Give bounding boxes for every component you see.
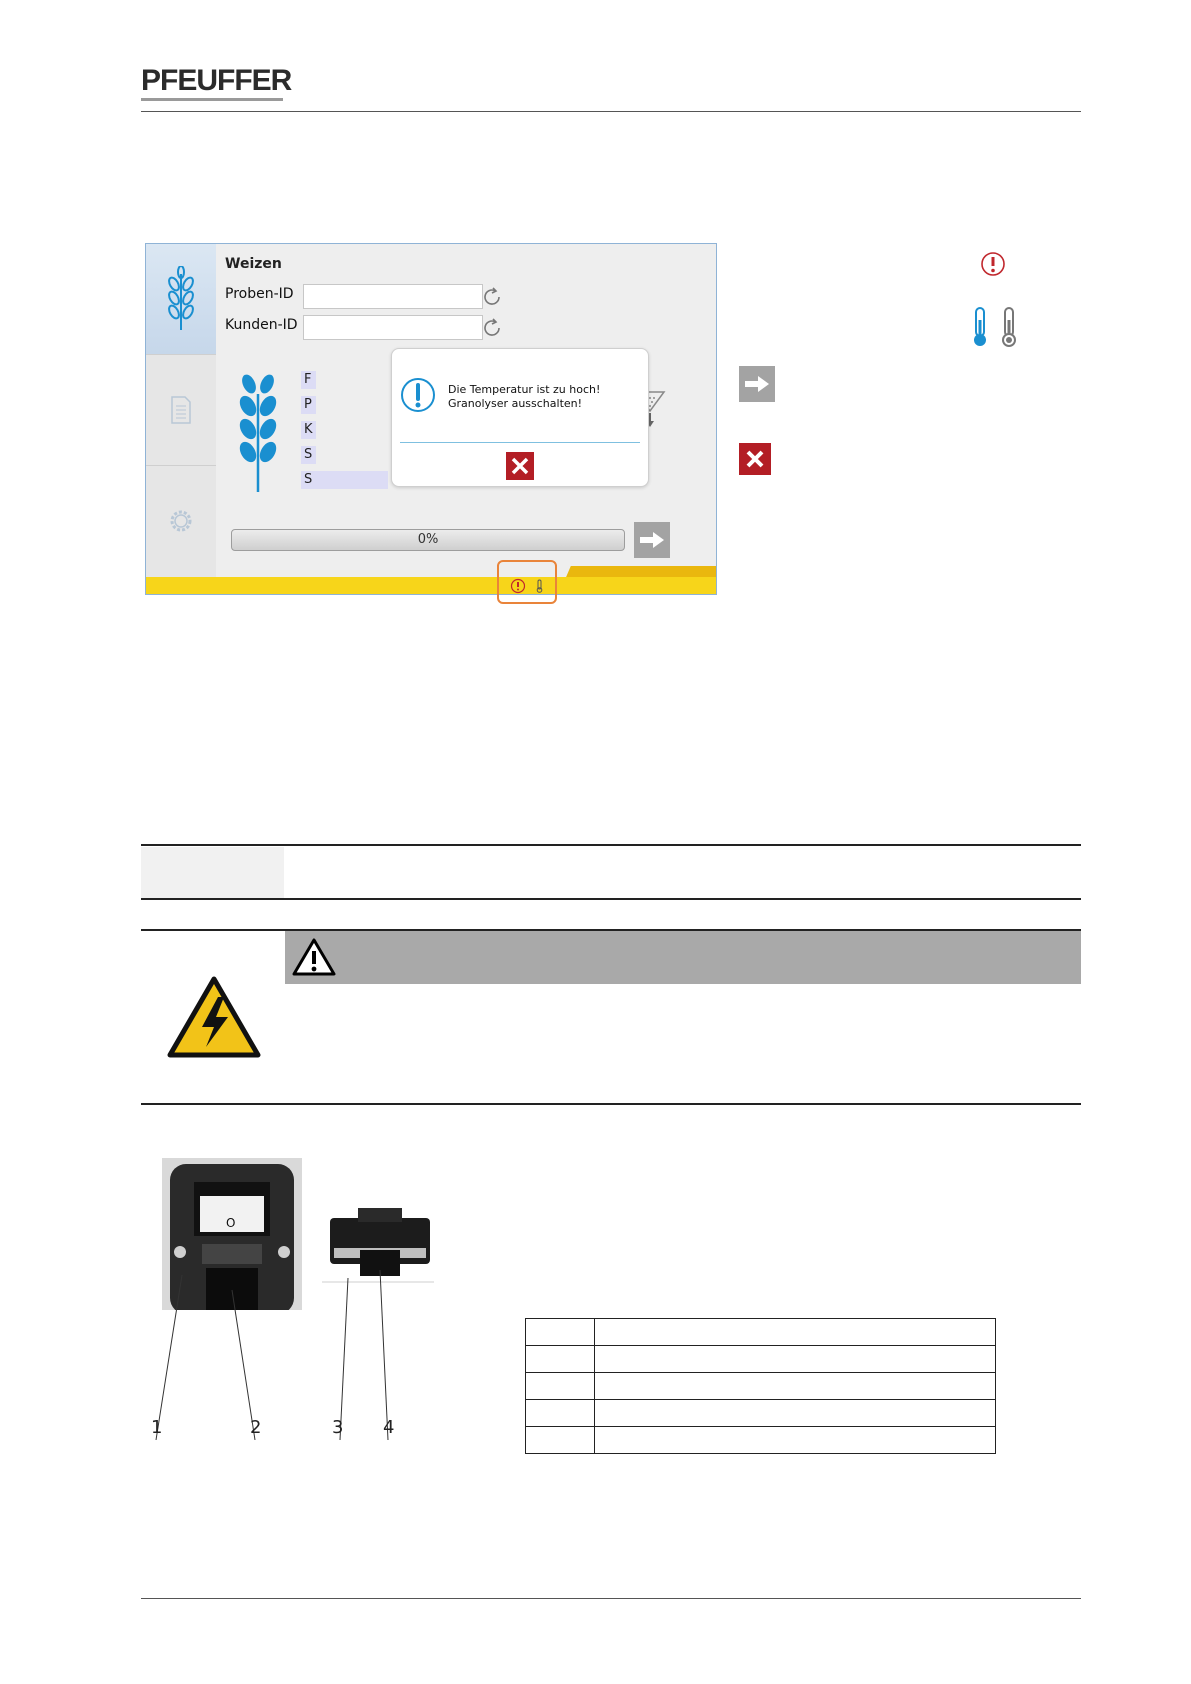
thermometer-icons xyxy=(968,306,1024,348)
table-cell xyxy=(526,1427,595,1454)
refresh-icon[interactable] xyxy=(480,285,504,309)
callout-label-2: 2 xyxy=(250,1417,262,1438)
table-row xyxy=(526,1427,996,1454)
gear-icon xyxy=(168,508,194,534)
footer-divider xyxy=(141,1598,1081,1599)
table-cell xyxy=(595,1373,996,1400)
refresh-icon[interactable] xyxy=(480,316,504,340)
arrow-right-icon xyxy=(744,375,770,393)
warning-header xyxy=(285,931,1081,984)
list-item[interactable]: P xyxy=(301,396,316,414)
document-icon xyxy=(170,396,192,424)
customer-id-label: Kunden-ID xyxy=(225,317,298,333)
table-row xyxy=(526,1346,996,1373)
warning-circle-icon xyxy=(979,250,1007,278)
table-cell xyxy=(595,1346,996,1373)
dialog-line-1: Die Temperatur ist zu hoch! xyxy=(448,383,601,396)
close-icon xyxy=(511,457,529,475)
table-row xyxy=(526,1373,996,1400)
switch-label: O xyxy=(226,1216,236,1230)
product-title: Weizen xyxy=(225,256,282,272)
table-row xyxy=(526,1319,996,1346)
warning-bottom-rule xyxy=(141,1103,1081,1105)
header-divider xyxy=(141,111,1081,112)
callout-label-3: 3 xyxy=(332,1417,344,1438)
sample-id-label: Proben-ID xyxy=(225,286,294,302)
sidebar-item-document[interactable] xyxy=(146,355,216,465)
main-panel xyxy=(216,244,716,577)
wheat-icon xyxy=(166,266,196,332)
status-highlight-frame xyxy=(497,560,557,604)
table-row xyxy=(526,1400,996,1427)
high-voltage-icon xyxy=(166,975,262,1059)
status-bar xyxy=(146,577,716,594)
warning-triangle-icon xyxy=(291,937,337,977)
sidebar xyxy=(146,244,216,577)
list-item[interactable]: S xyxy=(301,471,388,489)
device-screen xyxy=(145,243,717,595)
callout-label-1: 1 xyxy=(151,1417,163,1438)
progress-bar: 0% xyxy=(231,529,625,551)
close-icon xyxy=(745,449,765,469)
table-cell xyxy=(526,1373,595,1400)
dialog-message xyxy=(448,383,638,411)
dialog-divider xyxy=(400,442,640,443)
sample-id-input[interactable] xyxy=(303,284,483,309)
table-cell xyxy=(595,1400,996,1427)
company-logo: PFEUFFER xyxy=(141,64,292,97)
close-button-legend xyxy=(739,443,771,475)
table-bottom-rule xyxy=(141,898,1081,900)
close-button[interactable] xyxy=(506,452,534,480)
info-label-cell xyxy=(141,847,284,898)
table-cell xyxy=(526,1346,595,1373)
table-top-rule xyxy=(141,844,1081,846)
wheat-illustration-icon xyxy=(238,374,278,494)
next-button[interactable] xyxy=(634,522,670,558)
logo-underline xyxy=(141,98,283,101)
table-cell xyxy=(526,1319,595,1346)
table-cell xyxy=(595,1319,996,1346)
callout-label-4: 4 xyxy=(383,1417,395,1438)
callout-lines xyxy=(140,1250,440,1440)
arrow-right-icon xyxy=(639,531,665,549)
arrow-button-legend xyxy=(739,366,775,402)
table-cell xyxy=(595,1427,996,1454)
list-item[interactable]: S xyxy=(301,446,316,464)
list-item[interactable]: F xyxy=(301,371,316,389)
sidebar-item-grain[interactable] xyxy=(146,244,216,354)
customer-id-input[interactable] xyxy=(303,315,483,340)
table-cell xyxy=(526,1400,595,1427)
info-alert-icon xyxy=(400,377,436,413)
legend-table xyxy=(525,1318,996,1454)
dialog-line-2: Granolyser ausschalten! xyxy=(448,397,583,410)
list-item[interactable]: K xyxy=(301,421,316,439)
alert-dialog xyxy=(391,348,649,487)
sidebar-item-settings[interactable] xyxy=(146,466,216,576)
